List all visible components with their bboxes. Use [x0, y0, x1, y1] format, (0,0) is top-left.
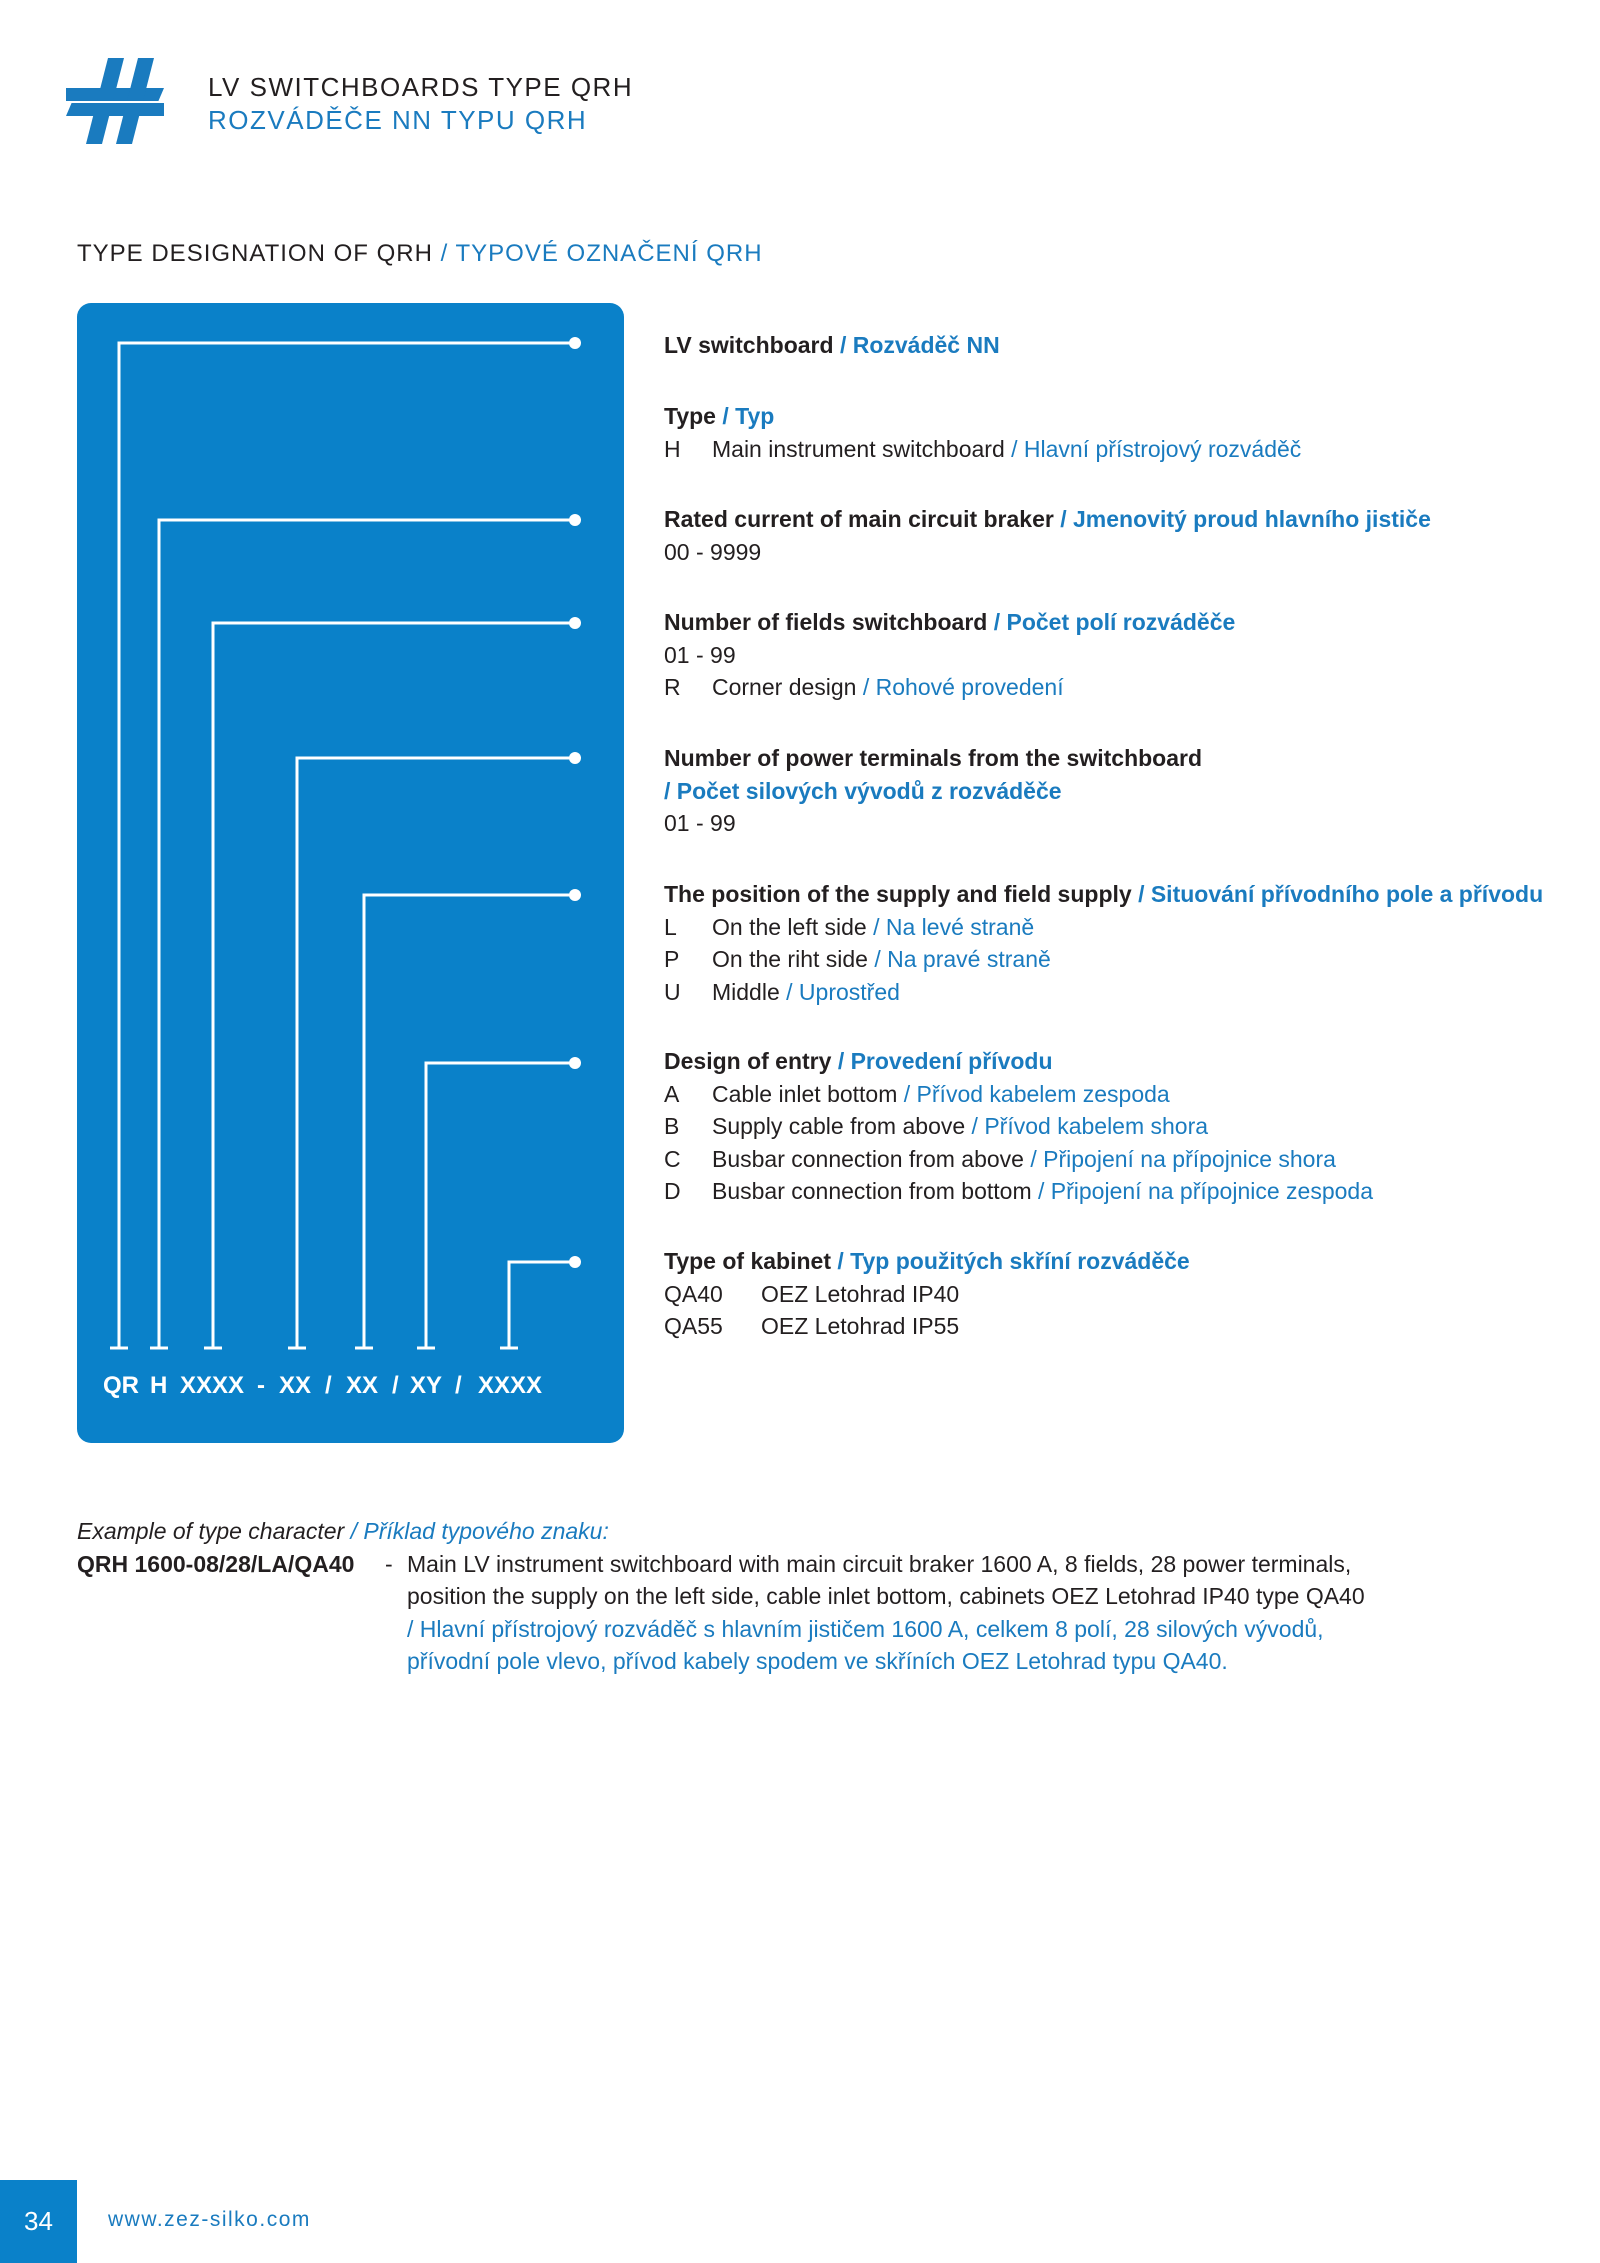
code-part-qr: QR [103, 1372, 139, 1399]
code-separator: / [325, 1372, 332, 1399]
list-item [664, 911, 1543, 944]
desc-heading: Number of fields switchboard [664, 609, 988, 635]
connector-terminals [364, 895, 575, 1348]
header-title [208, 71, 633, 137]
item-text-cz: / Na pravé straně [874, 946, 1051, 972]
item-text-cz: / Připojení na přípojnice shora [1030, 1145, 1336, 1172]
item-text-cz: / Uprostřed [786, 978, 900, 1005]
item-text: OEZ Letohrad IP40 [761, 1280, 960, 1307]
code-part-position: XY [410, 1372, 443, 1399]
example-section [77, 1515, 1365, 1674]
desc-heading-cz: / Rozváděč NN [839, 332, 1000, 358]
connector-dot-lv [569, 337, 581, 349]
connector-dot-cabinet [569, 1256, 581, 1268]
desc-heading-cz: / Provedení přívodu [837, 1048, 1053, 1074]
type-code-diagram [77, 303, 624, 1443]
item-text-cz: / Na levé straně [873, 913, 1035, 940]
desc-supply-position [664, 878, 1543, 1008]
item-key: H [664, 435, 681, 462]
connector-dot-terminals [569, 889, 581, 901]
list-item [664, 1278, 1190, 1311]
desc-heading-cz: / Počet polí rozváděče [993, 609, 1236, 635]
desc-heading-cz: / Typ [722, 403, 775, 429]
item-text: On the left side [712, 913, 867, 940]
connector-position [426, 1063, 575, 1348]
item-key: C [664, 1145, 681, 1172]
connector-lines [77, 303, 624, 1443]
desc-heading: Type of kabinet [664, 1248, 831, 1274]
connector-dot-type [569, 514, 581, 526]
example-line: position the supply on the left side, cable inlet bottom, cabinets OEZ Letohrad IP40 type QA40 [407, 1583, 1365, 1609]
desc-heading: Number of power terminals from the switchboard [664, 745, 1203, 771]
desc-heading: Design of entry [664, 1048, 832, 1074]
header-title-en: LV SWITCHBOARDS TYPE QRH [208, 72, 634, 102]
desc-number-of-fields [664, 606, 1235, 704]
example-code: QRH 1600-08/28/LA/QA40 [77, 1550, 355, 1577]
connector-type [159, 520, 575, 1348]
page-number: 34 [0, 2180, 77, 2263]
connector-current [213, 623, 575, 1348]
connector-dot-fields [569, 752, 581, 764]
code-separator: / [455, 1372, 462, 1399]
footer-url-link[interactable]: www.zez-silko.com [108, 2208, 311, 2231]
example-line-cz: přívodní pole vlevo, přívod kabely spodem ve skříních OEZ Letohrad typu QA40. [407, 1648, 1228, 1674]
value-range: 01 - 99 [664, 641, 736, 668]
connector-fields [297, 758, 575, 1348]
item-text: Busbar connection from above [712, 1145, 1024, 1172]
code-part-current: XXXX [180, 1372, 245, 1399]
type-code [77, 1372, 624, 1412]
item-key: L [664, 913, 677, 940]
list-item [664, 671, 1235, 704]
example-label-cz: / Příklad typového znaku: [350, 1518, 609, 1544]
item-text: Middle [712, 978, 780, 1005]
desc-heading-cz: / Situování přívodního pole a přívodu [1138, 881, 1544, 907]
list-item [664, 1310, 1190, 1343]
list-item [664, 433, 1301, 466]
item-text: Corner design [712, 674, 857, 700]
desc-type [664, 400, 1301, 465]
list-item [664, 943, 1543, 976]
connector-dot-current [569, 617, 581, 629]
item-text: Cable inlet bottom [712, 1080, 898, 1107]
item-text-cz: / Připojení na přípojnice zespoda [1038, 1178, 1373, 1204]
example-dash: - [385, 1550, 393, 1577]
list-item [664, 976, 1543, 1009]
example-description [407, 1548, 1527, 1678]
item-text-cz: / Rohové provedení [862, 674, 1064, 700]
connector-dot-position [569, 1057, 581, 1069]
item-key: QA55 [664, 1313, 723, 1339]
item-key: U [664, 978, 681, 1005]
desc-heading-cz: / Jmenovitý proud hlavního jističe [1060, 506, 1431, 532]
list-item [664, 1143, 1373, 1176]
desc-heading: Rated current of main circuit braker [664, 506, 1054, 532]
desc-lv-switchboard [664, 329, 1000, 362]
item-key: QA40 [664, 1280, 723, 1307]
section-title-cz: / TYPOVÉ OZNAČENÍ QRH [440, 240, 763, 267]
example-line-cz: / Hlavní přístrojový rozváděč s hlavním jističem 1600 A, celkem 8 polí, 28 silových vývodů, [407, 1615, 1324, 1642]
code-separator: - [257, 1372, 265, 1399]
item-text: Busbar connection from bottom [712, 1178, 1032, 1204]
list-item [664, 1078, 1373, 1111]
value-range: 01 - 99 [664, 810, 736, 836]
desc-heading-cz: / Typ použitých skříní rozváděče [837, 1248, 1190, 1274]
example-label-en: Example of type character [77, 1518, 345, 1544]
list-item [664, 1110, 1373, 1143]
item-text: OEZ Letohrad IP55 [761, 1313, 960, 1339]
example-label [77, 1515, 609, 1548]
desc-heading: LV switchboard [664, 332, 834, 358]
code-separator: / [392, 1372, 399, 1399]
item-key: R [664, 674, 681, 700]
item-text: Supply cable from above [712, 1113, 966, 1139]
desc-rated-current [664, 503, 1431, 568]
item-key: P [664, 946, 680, 972]
desc-heading-cz: / Počet silových vývodů z rozváděče [664, 777, 1062, 804]
code-part-h: H [150, 1372, 168, 1399]
desc-heading: Type [664, 403, 716, 429]
connector-cabinet [509, 1262, 575, 1348]
list-item [664, 1175, 1373, 1208]
header-title-cz: ROZVÁDĚČE NN TYPU QRH [208, 105, 588, 135]
item-text-cz: / Přívod kabelem zespoda [903, 1080, 1170, 1107]
item-key: A [664, 1080, 680, 1107]
item-text-cz: / Hlavní přístrojový rozváděč [1011, 435, 1302, 462]
desc-power-terminals [664, 742, 1202, 840]
example-line: Main LV instrument switchboard with main circuit braker 1600 A, 8 fields, 28 power terminals, [407, 1550, 1352, 1577]
company-logo-icon [66, 58, 164, 144]
section-title [77, 240, 763, 268]
desc-heading: The position of the supply and field supply [664, 881, 1132, 907]
item-key: B [664, 1113, 680, 1139]
desc-type-of-cabinet [664, 1245, 1190, 1343]
code-part-terminals: XX [346, 1372, 379, 1399]
desc-design-of-entry [664, 1045, 1373, 1208]
item-text: On the riht side [712, 946, 868, 972]
item-text: Main instrument switchboard [712, 435, 1005, 462]
section-title-en: TYPE DESIGNATION OF QRH [77, 240, 433, 267]
code-part-fields: XX [279, 1372, 312, 1399]
item-text-cz: / Přívod kabelem shora [971, 1113, 1209, 1139]
code-part-cabinet: XXXX [478, 1372, 543, 1399]
connector-lv [119, 343, 575, 1348]
value-range: 00 - 9999 [664, 538, 762, 565]
item-key: D [664, 1178, 681, 1204]
